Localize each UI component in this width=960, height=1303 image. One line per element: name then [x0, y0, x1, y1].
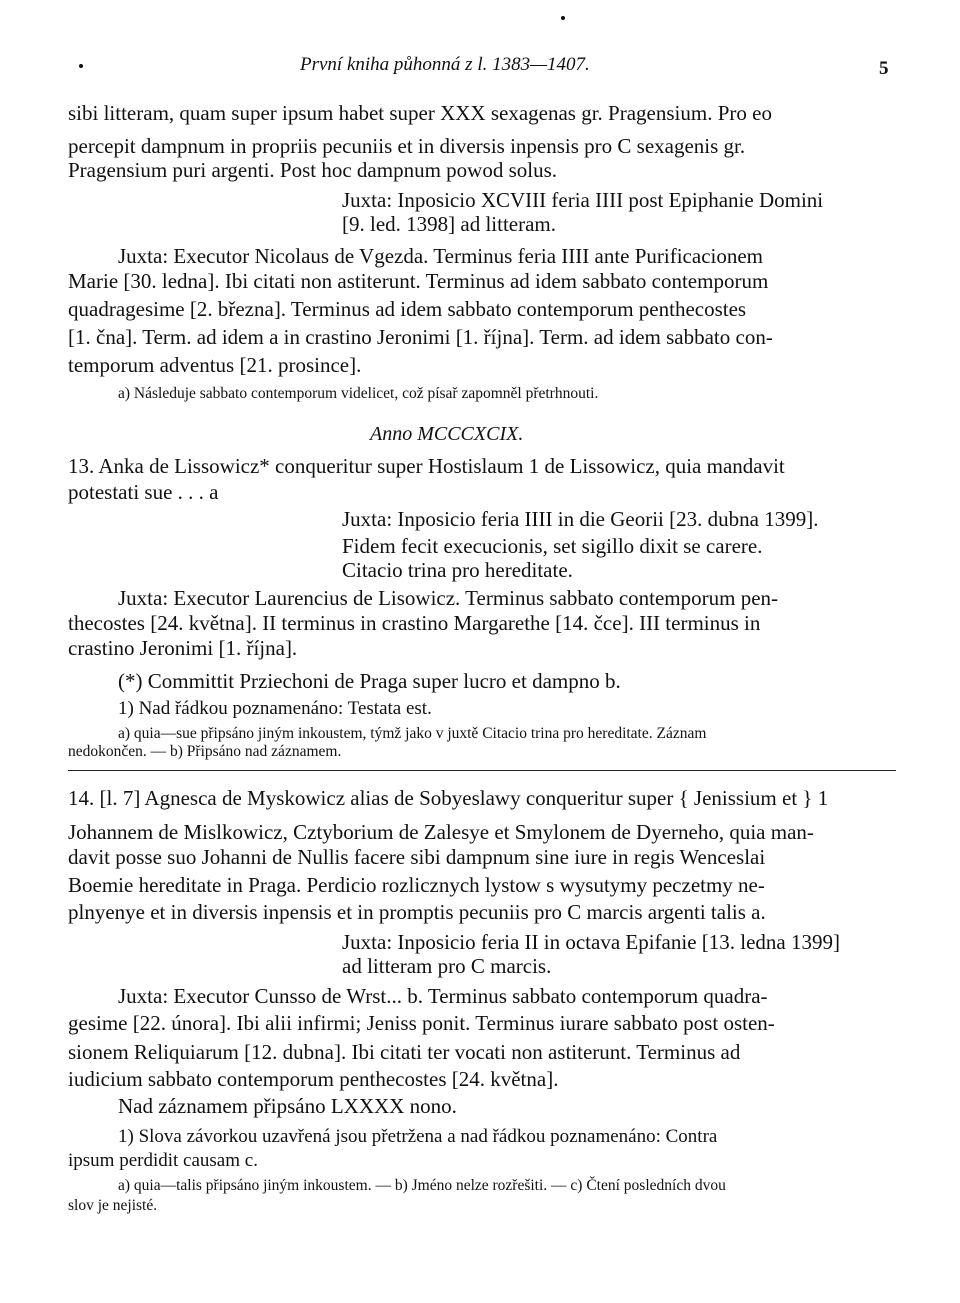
year-heading: Anno MCCCXCIX.: [370, 423, 524, 445]
text-line: Juxta: Executor Nicolaus de Vgezda. Terminus feria IIII ante Purificacionem: [118, 244, 764, 268]
text-line: Boemie hereditate in Praga. Perdicio rozlicznych lystow s wysutymy peczetmy ne-: [68, 873, 765, 897]
text-line: plnyenye et in diversis inpensis et in promptis pecuniis pro C marcis argenti talis a.: [68, 900, 766, 924]
text-line: Nad záznamem připsáno LXXXX nono.: [118, 1094, 457, 1118]
text-line: ad litteram pro C marcis.: [342, 954, 552, 978]
footnote: a) Následuje sabbato contemporum videlicet, což písař zapomněl přetrhnouti.: [118, 385, 599, 402]
text-line: percepit dampnum in propriis pecuniis et in diversis inpensis pro C sexagenis gr.: [68, 134, 746, 158]
text-line: quadragesime [2. března]. Terminus ad idem sabbato contemporum penthecostes: [68, 297, 747, 321]
text-line: thecostes [24. května]. II terminus in crastino Margarethe [14. čce]. III terminus in: [68, 611, 761, 635]
page-number: 5: [879, 58, 889, 79]
text-line: gesime [22. února]. Ibi alii infirmi; Jeniss ponit. Terminus iurare sabbato post osten-: [68, 1011, 775, 1035]
text-line: davit posse suo Johanni de Nullis facere sibi dampnum sine iure in regis Wenceslai: [68, 845, 766, 869]
footnote: ipsum perdidit causam c.: [68, 1150, 258, 1171]
text-line: Pragensium puri argenti. Post hoc dampnum powod solus.: [68, 158, 557, 182]
text-line: Juxta: Executor Cunsso de Wrst... b. Terminus sabbato contemporum quadra-: [118, 984, 768, 1008]
text-line: Juxta: Inposicio feria II in octava Epifanie [13. ledna 1399]: [342, 930, 840, 954]
footnote: 1) Nad řádkou poznamenáno: Testata est.: [118, 698, 432, 719]
text-line: Juxta: Executor Laurencius de Lisowicz. Terminus sabbato contemporum pen-: [118, 586, 779, 610]
margin-dot: [79, 64, 83, 68]
margin-dot: [561, 16, 565, 20]
footnote: 1) Slova závorkou uzavřená jsou přetržena a nad řádkou poznamenáno: Contra: [118, 1126, 718, 1147]
text-line: Juxta: Inposicio feria IIII in die Georii [23. dubna 1399].: [342, 507, 819, 531]
text-line: iudicium sabbato contemporum penthecostes [24. května].: [68, 1067, 559, 1091]
text-line: potestati sue . . . a: [68, 480, 219, 504]
text-line: (*) Committit Prziechoni de Praga super lucro et dampno b.: [118, 669, 621, 693]
footnote: a) quia—sue připsáno jiným inkoustem, týmž jako v juxtě Citacio trina pro hereditate. Záznam: [118, 725, 707, 742]
text-line: Marie [30. ledna]. Ibi citati non astiterunt. Terminus ad idem sabbato contemporum: [68, 269, 769, 293]
text-line: temporum adventus [21. prosince].: [68, 353, 362, 377]
text-line: 13. Anka de Lissowicz* conqueritur super Hostislaum 1 de Lissowicz, quia mandavit: [68, 454, 785, 478]
text-line: [1. čna]. Term. ad idem a in crastino Jeronimi [1. října]. Term. ad idem sabbato con-: [68, 325, 773, 349]
text-line: sibi litteram, quam super ipsum habet super XXX sexagenas gr. Pragensium. Pro eo: [68, 101, 772, 125]
section-divider: [68, 770, 896, 771]
text-line: Juxta: Inposicio XCVIII feria IIII post Epiphanie Domini: [342, 188, 824, 212]
text-line: Fidem fecit execucionis, set sigillo dixit se carere.: [342, 534, 763, 558]
text-line: [9. led. 1398] ad litteram.: [342, 212, 557, 236]
text-line: crastino Jeronimi [1. října].: [68, 636, 298, 660]
footnote: a) quia—talis připsáno jiným inkoustem. — b) Jméno nelze rozřešiti. — c) Čtení posledních dvou: [118, 1177, 726, 1194]
text-line: Johannem de Mislkowicz, Cztyborium de Zalesye et Smylonem de Dyerneho, quia man-: [68, 820, 814, 844]
text-line: 14. [l. 7] Agnesca de Myskowicz alias de Sobyeslawy conqueritur super { Jenissium et } 1: [68, 786, 829, 810]
text-line: Citacio trina pro hereditate.: [342, 558, 573, 582]
footnote: slov je nejisté.: [68, 1197, 158, 1214]
text-line: sionem Reliquiarum [12. dubna]. Ibi citati ter vocati non astiterunt. Terminus ad: [68, 1040, 741, 1064]
footnote: nedokončen. — b) Připsáno nad záznamem.: [68, 743, 342, 760]
running-title: První kniha půhonná z l. 1383—1407.: [300, 54, 590, 75]
